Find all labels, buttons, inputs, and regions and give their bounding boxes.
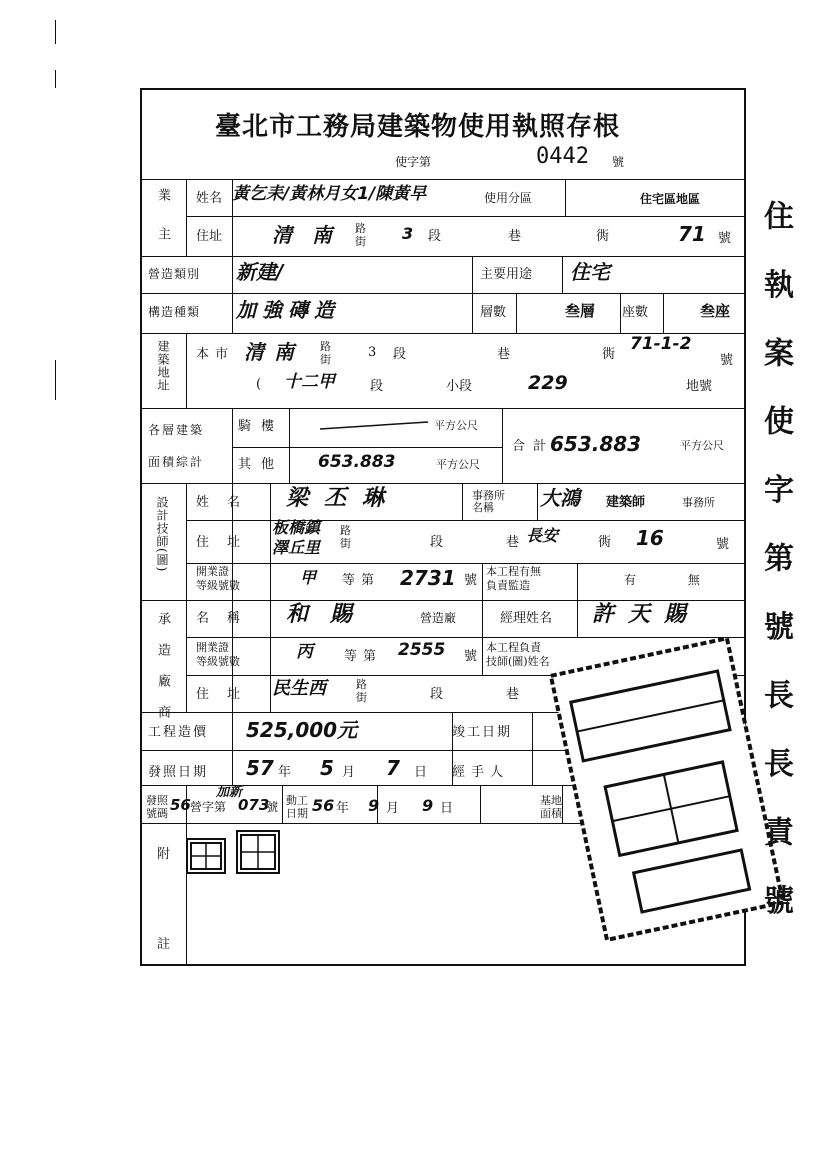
doc-number-prefix: 使字第: [395, 155, 432, 169]
contractor-license-num: 2555: [398, 640, 446, 660]
contractor-name-value: 和賜: [286, 602, 375, 627]
arcade-unit: 平方公尺: [434, 419, 478, 432]
site-land-duan-label: 段: [370, 379, 384, 394]
start-month-label: 月: [386, 801, 400, 816]
other-value: 653.883: [318, 452, 396, 472]
completion-label: 竣工日期: [452, 725, 513, 740]
office-label: 事務所名稱: [472, 489, 505, 514]
designer-lane-label: 巷: [506, 535, 520, 550]
issue-month: 5: [320, 756, 334, 780]
owner-name-value: 黃乞耒/黃林月女1/陳黃早: [232, 184, 427, 204]
designer-address-label: 住址: [196, 535, 259, 550]
designer-house-num: 16: [636, 526, 664, 550]
overlapping-stamp: [548, 624, 788, 964]
contractor-section-label: 承造廠商: [155, 612, 170, 736]
construction-type-value: 新建/: [236, 260, 284, 284]
owner-alley-label: 衖: [596, 229, 610, 244]
seal-stamp-left-mark: [188, 840, 224, 872]
arcade-label: 騎樓: [238, 419, 285, 434]
notes-label-2: 註: [157, 937, 171, 952]
contractor-license-suffix: 號: [464, 649, 478, 664]
other-label: 其他: [238, 457, 285, 472]
cost-label: 工程造價: [148, 725, 209, 740]
tech-label-2: 技師(圖)姓名: [486, 655, 550, 668]
contractor-name-suffix: 營造廠: [420, 611, 457, 625]
designer-alley-label: 衖: [598, 535, 612, 550]
site-house-num: 71-1-2: [630, 334, 692, 354]
contractor-license-label-1: 開業證: [196, 641, 229, 654]
structure-type-value: 加強磚造: [236, 298, 340, 322]
document-title: 臺北市工務局建築物使用執照存根: [215, 112, 621, 142]
site-land-section: 十二甲: [284, 372, 335, 392]
start-day: 9: [422, 796, 434, 815]
contractor-road-label: 路街: [356, 678, 367, 704]
designer-address-2: 澤丘里: [272, 538, 321, 557]
issue-year: 57: [246, 756, 274, 780]
site-section-label: 建築地址: [156, 340, 170, 392]
owner-hao-label: 號: [718, 231, 732, 246]
contractor-duan-label: 段: [430, 687, 444, 702]
main-use-label: 主要用途: [480, 267, 533, 282]
contractor-lane-label: 巷: [506, 687, 520, 702]
issue-day-label: 日: [414, 765, 428, 780]
permit-year: 56: [170, 796, 191, 814]
manager-value: 許天賜: [592, 602, 701, 627]
designer-road-label: 路街: [340, 524, 351, 550]
manager-label: 經理姓名: [500, 611, 553, 626]
cost-value: 525,000元: [246, 718, 358, 742]
seal-stamp-left: [186, 838, 226, 874]
contractor-license-label-2: 等級號數: [196, 655, 240, 668]
site-small-section-label: 小段: [446, 379, 473, 394]
left-edge-mark-3: [55, 360, 56, 400]
doc-number-suffix: 號: [612, 155, 625, 169]
floors-value: 叁層: [565, 302, 596, 320]
contractor-license-mid: 等第: [344, 649, 383, 664]
left-edge-mark: [55, 20, 56, 44]
floors-label: 層數: [480, 305, 507, 320]
structure-type-label: 構造種類: [148, 305, 201, 319]
supervisor-label-1: 本工程有無: [486, 565, 541, 578]
owner-duan-label: 段: [428, 229, 442, 244]
designer-name-value: 梁丕琳: [286, 486, 401, 511]
issue-date-label: 發照日期: [148, 765, 209, 780]
permit-label: 發照號碼: [146, 794, 168, 820]
site-paren-open: (: [256, 377, 262, 392]
permit-prefix: 營字第: [190, 800, 227, 814]
designer-hao-label: 號: [716, 537, 730, 552]
designer-license-mid: 等第: [342, 573, 381, 588]
designer-license-label-2: 等級號數: [196, 579, 240, 592]
tech-label-1: 本工程負責: [486, 641, 541, 654]
left-edge-mark-2: [55, 70, 56, 88]
blocks-label: 座數: [622, 305, 649, 320]
owner-name-label: 姓名: [196, 191, 223, 206]
area-label-1: 各層建築: [148, 423, 205, 437]
area-label-2: 面積綜計: [148, 455, 205, 469]
contractor-name-label: 名稱: [196, 611, 259, 626]
designer-address-1: 板橋鎮: [272, 518, 321, 537]
start-year-label: 年: [336, 801, 350, 816]
issue-year-label: 年: [278, 765, 292, 780]
site-hao-label: 號: [720, 353, 734, 368]
seal-stamp-right-mark: [238, 832, 278, 872]
supervisor-label-2: 負責監造: [486, 579, 530, 592]
start-month: 9: [368, 796, 380, 815]
permit-handwritten-note: 加新: [216, 785, 243, 800]
permit-number: 073: [238, 796, 270, 814]
owner-house-num: 71: [678, 222, 706, 246]
issue-month-label: 月: [342, 765, 356, 780]
designer-name-label: 姓名: [196, 495, 259, 510]
main-use-value: 住宅: [570, 260, 610, 284]
contractor-license-grade: 丙: [296, 642, 313, 662]
contractor-address-label: 住址: [196, 687, 259, 702]
designer-license-suffix: 號: [464, 573, 478, 588]
designer-lane-value: 長安: [526, 526, 559, 545]
designer-license-grade: 甲: [300, 568, 317, 587]
permit-suffix: 號: [266, 800, 279, 814]
handler-label: 經手人: [452, 765, 510, 780]
base-area-label: 基地面積: [540, 794, 562, 820]
issue-day: 7: [386, 756, 400, 780]
supervisor-value: 有 無: [624, 573, 724, 587]
designer-license-num: 2731: [400, 566, 456, 590]
owner-address-label: 住址: [196, 229, 223, 244]
site-road-label: 路街: [320, 340, 331, 366]
designer-duan-label: 段: [430, 535, 444, 550]
seal-stamp-right: [236, 830, 280, 874]
site-lot-num: 229: [528, 372, 568, 394]
designer-license-label-1: 開業證: [196, 565, 229, 578]
owner-lane-label: 巷: [508, 229, 522, 244]
side-margin-text: 住 執 案 使 字 第 號 長 長 責 號: [758, 200, 793, 929]
notes-label-1: 附: [157, 847, 171, 862]
blocks-value: 叁座: [700, 302, 731, 320]
arcade-strike-line: [320, 421, 430, 431]
area-total-unit: 平方公尺: [680, 439, 724, 452]
site-lot-label: 地號: [686, 379, 713, 394]
office-suffix: 事務所: [682, 496, 715, 509]
site-city: 本市: [196, 347, 235, 362]
owner-road-label: 路街: [355, 222, 366, 248]
doc-number: 0442: [536, 144, 589, 169]
designer-section-label: 設計技師(圖): [155, 496, 169, 573]
office-stamp: 建築師: [606, 495, 646, 510]
use-zone-value: 住宅區地區: [640, 192, 701, 206]
site-section-num: 3: [368, 345, 377, 360]
site-lane-label: 巷: [497, 347, 511, 362]
start-date-label: 動工日期: [286, 794, 308, 820]
construction-type-label: 營造類別: [148, 267, 201, 281]
use-zone-label: 使用分區: [484, 191, 533, 205]
start-year: 56: [312, 796, 335, 815]
area-total-value: 653.883: [550, 432, 642, 456]
site-alley-label: 衖: [602, 347, 616, 362]
owner-section-num: 3: [402, 224, 414, 243]
owner-address-road: 清南: [272, 223, 352, 247]
start-day-label: 日: [440, 801, 454, 816]
contractor-address-value: 民生西: [272, 678, 326, 699]
site-duan-label: 段: [393, 347, 407, 362]
office-value: 大鴻: [540, 486, 580, 510]
site-road: 清南: [244, 340, 304, 364]
owner-section-label: 業主: [155, 188, 170, 266]
other-unit: 平方公尺: [436, 458, 480, 471]
area-total-label: 合計: [512, 439, 555, 454]
